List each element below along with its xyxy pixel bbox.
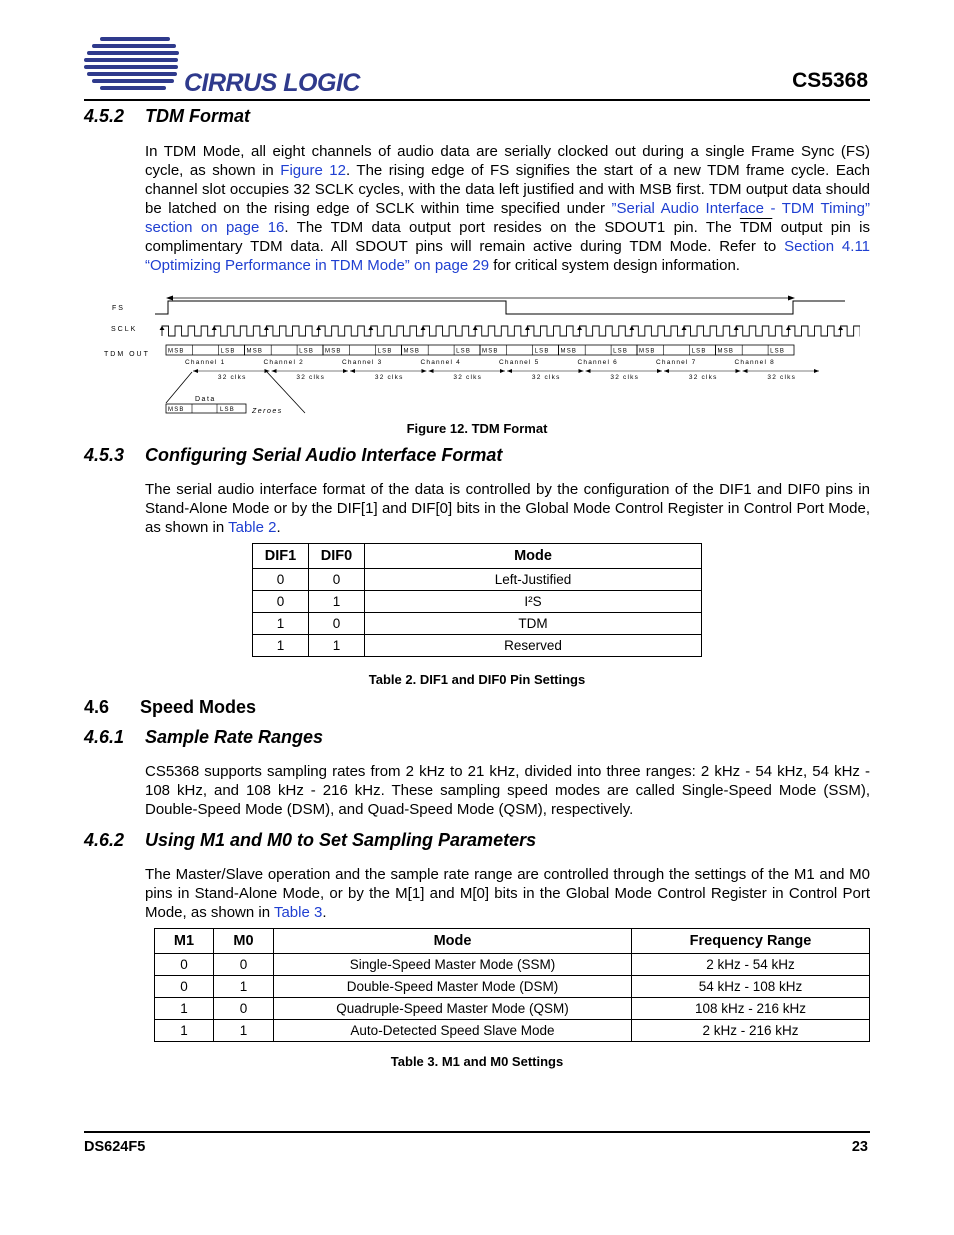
table-2-link[interactable]: Table 2 xyxy=(228,519,277,536)
text-run: The serial audio interface format of the data is controlled by the configuration of the DIF1 and DIF0 pins in Stand-Alone Mode or by the DIF[1] and DIF[0] bits in the Global Mode Control Register in Control Port Mode, as shown in xyxy=(145,481,870,536)
table-row xyxy=(253,635,702,657)
tdm-format-paragraph xyxy=(145,142,870,275)
section-4-11-link[interactable]: Section 4.11 “Optimizing Performance in TDM Mode” on page 29 xyxy=(145,238,871,274)
slot-clks-label: 32 clks xyxy=(453,374,483,381)
span-arrow-right xyxy=(736,369,741,373)
section-number: 4.6 xyxy=(84,697,110,717)
slot-clks-label: 32 clks xyxy=(767,374,797,381)
column-header: Mode xyxy=(274,929,632,954)
channel-label: Channel 2 xyxy=(263,359,304,366)
span-arrow-right xyxy=(814,369,819,373)
table-cell: 0 xyxy=(155,954,214,976)
tdm-timing-link[interactable]: ”Serial Audio Interface - TDM Timing” section on page 16 xyxy=(145,200,870,236)
zoomed-data-word xyxy=(166,404,283,415)
column-header: DIF1 xyxy=(253,544,309,569)
sclk-rising-edge-arrow xyxy=(525,326,530,330)
table-3-caption: Table 3. M1 and M0 Settings xyxy=(390,1054,564,1069)
msb-label: MSB xyxy=(168,407,185,413)
table-cell: 0 xyxy=(309,613,365,635)
table-row xyxy=(155,998,870,1020)
section-number: 4.6.1 xyxy=(84,727,125,747)
msb-label: MSB xyxy=(482,348,499,355)
section-number: 4.5.2 xyxy=(84,106,125,126)
cirrus-logic-logo xyxy=(84,33,364,99)
table-2-caption: Table 2. DIF1 and DIF0 Pin Settings xyxy=(368,672,586,687)
table-row xyxy=(155,976,870,998)
sclk-signal-label: SCLK xyxy=(111,326,138,333)
table-cell: 2 kHz - 216 kHz xyxy=(632,1020,870,1042)
table-cell: 1 xyxy=(309,635,365,657)
sclk-rising-edge-arrow xyxy=(264,326,269,330)
text-run: . xyxy=(322,904,327,921)
text-run: for critical system design information. xyxy=(489,257,740,274)
msb-label: MSB xyxy=(639,348,656,355)
table-cell: 1 xyxy=(253,613,309,635)
table-row xyxy=(253,569,702,591)
table-cell: Reserved xyxy=(365,635,702,657)
table-cell: 0 xyxy=(309,569,365,591)
sclk-rising-edge-arrow xyxy=(212,326,217,330)
slot-clock-spans xyxy=(193,369,819,381)
span-arrow-right xyxy=(500,369,505,373)
table-row xyxy=(253,613,702,635)
sclk-rising-edge-arrow xyxy=(473,326,478,330)
arrow-head-left xyxy=(166,296,173,301)
sclk-waveform xyxy=(160,326,861,336)
fs-waveform xyxy=(155,301,845,314)
table-cell: 1 xyxy=(253,635,309,657)
msb-label: MSB xyxy=(246,348,264,355)
section-number: 4.6.2 xyxy=(84,830,125,850)
column-header: M1 xyxy=(155,929,214,954)
channel-label: Channel 6 xyxy=(577,359,618,366)
figure-12-caption: Figure 12. TDM Format xyxy=(406,421,548,436)
brand-wordmark: CIRRUS LOGIC xyxy=(184,69,360,97)
slot-clks-label: 32 clks xyxy=(610,374,640,381)
sclk-rising-edge-arrow xyxy=(421,326,426,330)
dif-settings-table xyxy=(252,543,702,657)
span-arrow-left xyxy=(350,369,355,373)
lsb-label: LSB xyxy=(691,348,707,355)
tdm-out-signal-label: TDM OUT xyxy=(104,351,150,358)
lsb-label: LSB xyxy=(534,348,550,355)
table-cell: 0 xyxy=(253,569,309,591)
lsb-label: LSB xyxy=(770,348,786,355)
sclk-rising-edge-arrow xyxy=(734,326,739,330)
document-id: DS624F5 xyxy=(84,1139,146,1155)
table-cell: 108 kHz - 216 kHz xyxy=(632,998,870,1020)
table-header-row xyxy=(155,929,870,954)
table-cell: TDM xyxy=(365,613,702,635)
slot-clks-label: 32 clks xyxy=(688,374,718,381)
table-cell: 1 xyxy=(214,1020,274,1042)
column-header: M0 xyxy=(214,929,274,954)
sample-rate-paragraph: CS5368 supports sampling rates from 2 kHz to 21 kHz, divided into three ranges: 2 kHz - 54 kHz, 54 kHz - 108 kHz, and 108 kHz - 216 kHz. These sampling speed modes are called Single-Speed Mode (SSM), Double-Speed Mode (DSM), and Quad-Speed Mode (QSM), respectively. xyxy=(145,763,870,818)
span-arrow-left xyxy=(507,369,512,373)
section-title: Sample Rate Ranges xyxy=(145,727,324,747)
table-row xyxy=(155,1020,870,1042)
lsb-label: LSB xyxy=(613,348,629,355)
sclk-rising-edge-arrow xyxy=(577,326,582,330)
span-arrow-left xyxy=(664,369,669,373)
tdm-overbar-text: $\overline{TDM}$ xyxy=(739,219,773,236)
channel-label: Channel 5 xyxy=(499,359,540,366)
sclk-rising-edge-arrow xyxy=(786,326,791,330)
text-run: . xyxy=(276,519,281,536)
lsb-label: LSB xyxy=(456,348,472,355)
span-arrow-left xyxy=(743,369,748,373)
table-cell: 0 xyxy=(253,591,309,613)
lsb-label: LSB xyxy=(220,407,235,413)
heading-4-5-3 xyxy=(84,445,502,466)
table-cell: 1 xyxy=(155,998,214,1020)
text-run: In TDM Mode, all eight channels of audio data are serially clocked out during a single Frame Sync (FS) cycle, as shown in xyxy=(145,143,870,179)
slot-clks-label: 32 clks xyxy=(296,374,326,381)
channel-label: Channel 1 xyxy=(185,359,226,366)
section-number: 4.5.3 xyxy=(84,445,125,465)
slot-clks-label: 32 clks xyxy=(374,374,404,381)
table-row xyxy=(253,591,702,613)
table-cell: Left-Justified xyxy=(365,569,702,591)
m1-m0-paragraph xyxy=(145,865,870,922)
arrow-head-right xyxy=(788,296,795,301)
table-cell: Quadruple-Speed Master Mode (QSM) xyxy=(274,998,632,1020)
sclk-rising-edge-arrow xyxy=(682,326,687,330)
sclk-rising-edge-arrow xyxy=(316,326,321,330)
table-header-row xyxy=(253,544,702,569)
text-run: output pin is complimentary TDM data. All SDOUT pins will remain active during TDM Mode. Refer to xyxy=(145,219,870,255)
msb-label: MSB xyxy=(560,348,578,355)
lsb-label: LSB xyxy=(220,348,236,355)
heading-4-6 xyxy=(84,697,256,718)
span-arrow-left xyxy=(429,369,434,373)
sclk-rising-edge-arrow xyxy=(160,326,165,330)
table-cell: 1 xyxy=(214,976,274,998)
zoom-line-left xyxy=(166,372,192,403)
column-header: Frequency Range xyxy=(632,929,870,954)
table-cell: 0 xyxy=(214,954,274,976)
lsb-label: LSB xyxy=(299,348,315,355)
msb-label: MSB xyxy=(168,348,185,355)
heading-4-6-2 xyxy=(84,830,536,851)
section-title: Speed Modes xyxy=(140,697,257,717)
heading-4-6-1 xyxy=(84,727,323,748)
cirrus-logo-globe-icon xyxy=(84,33,194,95)
span-arrow-right xyxy=(343,369,348,373)
table-row xyxy=(155,954,870,976)
heading-4-5-2 xyxy=(84,106,250,127)
tdm-timing-diagram xyxy=(100,292,860,422)
span-arrow-right xyxy=(657,369,662,373)
channel-label: Channel 4 xyxy=(420,359,461,366)
m1-m0-settings-table xyxy=(154,928,870,1042)
text-run: . The TDM data output port resides on the SDOUT1 pin. The xyxy=(284,219,740,236)
span-arrow-right xyxy=(422,369,427,373)
msb-label: MSB xyxy=(325,348,342,355)
span-arrow-right xyxy=(579,369,584,373)
slot-clks-label: 32 clks xyxy=(217,374,247,381)
part-number: CS5368 xyxy=(792,69,868,92)
figure-12-link[interactable]: Figure 12 xyxy=(280,162,346,179)
table-cell: 0 xyxy=(214,998,274,1020)
section-title: TDM Format xyxy=(145,106,250,126)
table-cell: Double-Speed Master Mode (DSM) xyxy=(274,976,632,998)
text-run: The Master/Slave operation and the sample rate range are controlled through the settings of the M1 and M0 pins in Stand-Alone Mode, or by the M[1] and M[0] bits in the Global Mode Control Register in Control Port Mode, as shown in xyxy=(145,866,870,921)
zeroes-label: Zeroes xyxy=(252,408,283,415)
section-title: Using M1 and M0 to Set Sampling Parameters xyxy=(145,830,537,850)
fs-signal-label: FS xyxy=(112,305,125,312)
tdm-out-slots xyxy=(166,345,794,366)
header-rule xyxy=(84,99,870,101)
section-title: Configuring Serial Audio Interface Format xyxy=(145,445,503,465)
data-label: Data xyxy=(195,396,216,403)
span-arrow-left xyxy=(193,369,198,373)
channel-label: Channel 7 xyxy=(656,359,697,366)
table-cell: 1 xyxy=(309,591,365,613)
dif-paragraph xyxy=(145,480,870,537)
table-cell: 0 xyxy=(155,976,214,998)
table-cell: Single-Speed Master Mode (SSM) xyxy=(274,954,632,976)
span-arrow-left xyxy=(272,369,277,373)
msb-label: MSB xyxy=(717,348,735,355)
table-cell: 2 kHz - 54 kHz xyxy=(632,954,870,976)
table-cell: I²S xyxy=(365,591,702,613)
span-arrow-left xyxy=(586,369,591,373)
table-3-link[interactable]: Table 3 xyxy=(273,904,323,921)
column-header: DIF0 xyxy=(309,544,365,569)
sclk-rising-edge-arrow xyxy=(629,326,634,330)
channel-label: Channel 3 xyxy=(342,359,383,366)
footer-rule xyxy=(84,1131,870,1133)
sclk-rising-edge-arrow xyxy=(368,326,373,330)
table-cell: 54 kHz - 108 kHz xyxy=(632,976,870,998)
msb-label: MSB xyxy=(403,348,421,355)
channel-label: Channel 8 xyxy=(734,359,775,366)
table-cell: 1 xyxy=(155,1020,214,1042)
lsb-label: LSB xyxy=(377,348,393,355)
text-run: . The rising edge of FS signifies the start of a new TDM frame cycle. Each channel slot occupies 32 SCLK cycles, with the data left justified and with MSB first. TDM output data should be latched on the rising edge of SCLK within time specified under xyxy=(145,162,871,217)
slot-clks-label: 32 clks xyxy=(531,374,561,381)
column-header: Mode xyxy=(365,544,702,569)
sclk-rising-edge-arrow xyxy=(838,326,843,330)
page-number: 23 xyxy=(851,1139,868,1155)
table-cell: Auto-Detected Speed Slave Mode xyxy=(274,1020,632,1042)
